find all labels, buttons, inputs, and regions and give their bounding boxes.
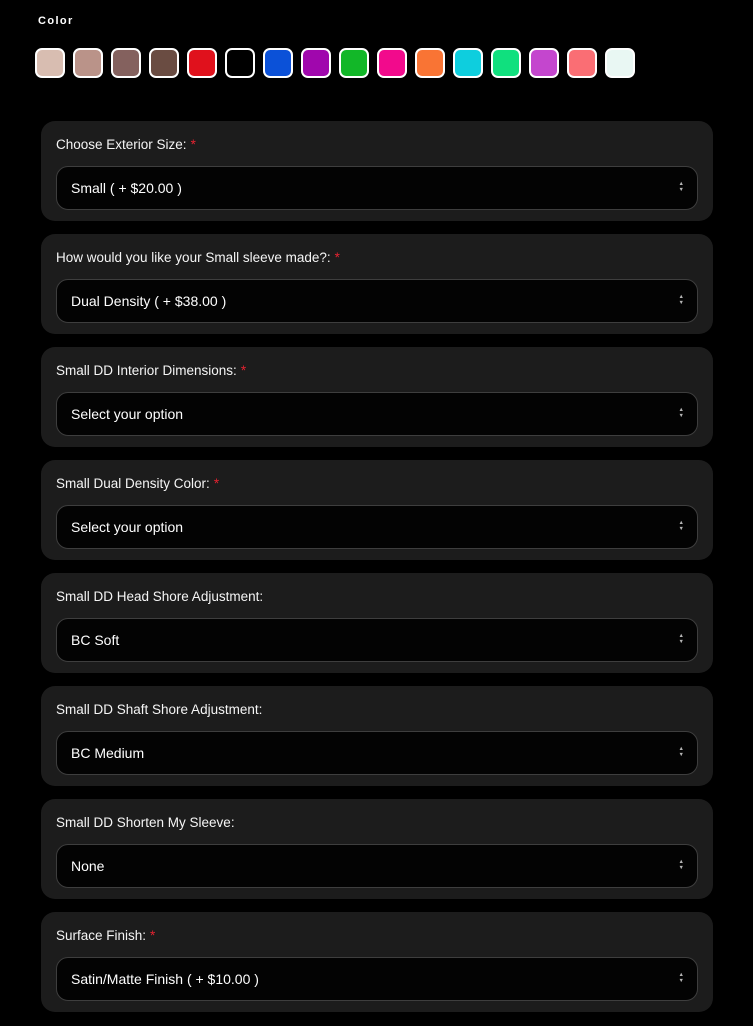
color-swatch-blue[interactable] [263,48,293,78]
option-card [41,912,713,1012]
field-label [56,251,698,265]
option-card [41,347,713,447]
chevron-up-down-icon: ▲ ▼ [678,519,684,532]
field-label [56,929,698,943]
color-swatch-tan[interactable] [73,48,103,78]
field-label [56,138,698,152]
chevron-up-down-icon: ▲ ▼ [678,858,684,871]
selected-value: Small ( + $20.00 ) [71,179,182,196]
option-select[interactable] [56,618,698,662]
option-card [41,573,713,673]
color-swatch-spring-green[interactable] [491,48,521,78]
option-card [41,234,713,334]
field-label-text: Surface Finish: [56,928,147,943]
chevron-up-down-icon: ▲ ▼ [678,971,684,984]
color-section-title: Color [38,15,74,27]
color-swatch-row [35,48,753,78]
option-select[interactable] [56,279,698,323]
chevron-up-down-icon: ▲ ▼ [678,745,684,758]
selected-value: None [71,857,105,874]
required-asterisk: * [190,137,196,152]
option-select[interactable] [56,844,698,888]
field-label-text: Choose Exterior Size: [56,137,187,152]
option-card [41,121,713,221]
chevron-up-down-icon: ▲ ▼ [678,632,684,645]
field-label-text: How would you like your Small sleeve made?: [56,250,331,265]
field-label [56,703,698,717]
field-label-text: Small DD Head Shore Adjustment: [56,589,264,604]
color-swatch-magenta[interactable] [377,48,407,78]
option-select[interactable] [56,166,698,210]
field-label [56,590,698,604]
selected-value: Select your option [71,405,184,422]
selected-value: BC Medium [71,744,145,761]
color-swatch-cyan[interactable] [453,48,483,78]
color-swatch-light-tan[interactable] [35,48,65,78]
field-label [56,816,698,830]
option-form [41,121,713,1012]
color-swatch-mauve-brown[interactable] [111,48,141,78]
required-asterisk: * [240,363,247,378]
chevron-up-down-icon: ▲ ▼ [678,180,684,193]
chevron-up-down-icon: ▲ ▼ [678,406,684,419]
option-select[interactable] [56,957,698,1001]
required-asterisk: * [150,928,156,943]
field-label-text: Small DD Shorten My Sleeve: [56,815,235,830]
selected-value: Satin/Matte Finish ( + $10.00 ) [71,970,259,987]
required-asterisk: * [213,476,220,491]
color-swatch-purple[interactable] [301,48,331,78]
option-select[interactable] [56,505,698,549]
option-card [41,686,713,786]
option-select[interactable] [56,731,698,775]
option-card [41,460,713,560]
color-swatch-orange[interactable] [415,48,445,78]
required-asterisk: * [334,250,340,265]
color-swatch-black[interactable] [225,48,255,78]
field-label [56,364,698,378]
selected-value: Select your option [71,518,184,535]
selected-value: BC Soft [71,631,120,648]
option-card [41,799,713,899]
field-label [56,477,698,491]
field-label-text: Small Dual Density Color: [56,476,210,491]
field-label-text: Small DD Interior Dimensions: [56,363,237,378]
selected-value: Dual Density ( + $38.00 ) [71,292,227,309]
color-swatch-mint-white[interactable] [605,48,635,78]
color-swatch-green[interactable] [339,48,369,78]
option-select[interactable] [56,392,698,436]
color-swatch-salmon[interactable] [567,48,597,78]
field-label-text: Small DD Shaft Shore Adjustment: [56,702,263,717]
color-swatch-orchid[interactable] [529,48,559,78]
color-swatch-red[interactable] [187,48,217,78]
color-swatch-brown[interactable] [149,48,179,78]
chevron-up-down-icon: ▲ ▼ [678,293,684,306]
